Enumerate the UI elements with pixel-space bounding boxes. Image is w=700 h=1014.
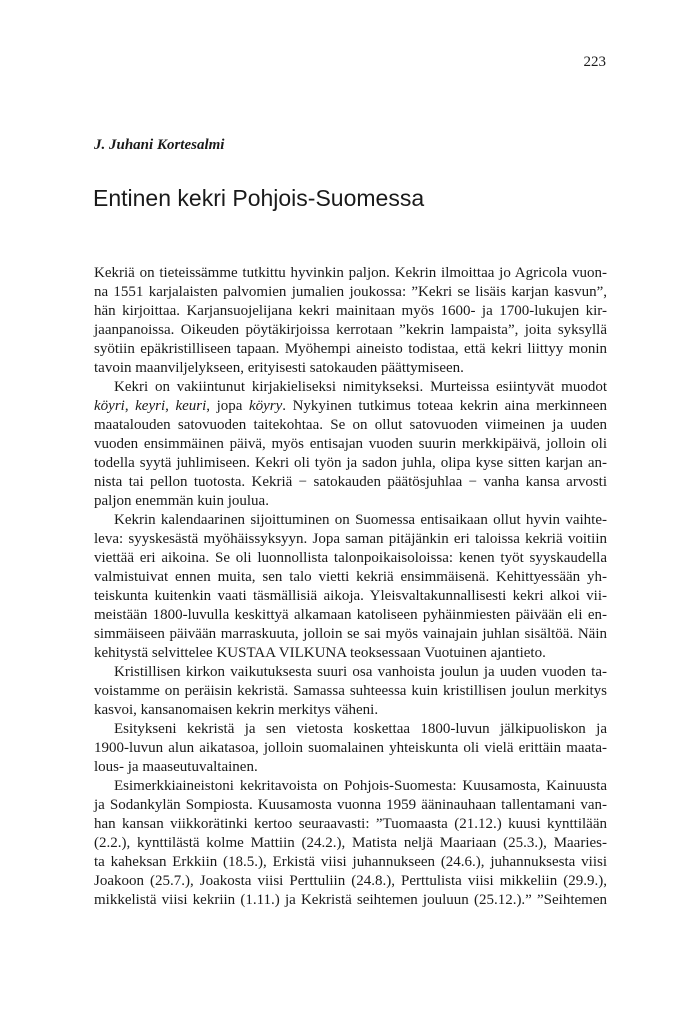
- text-line: teiskunta kuitenkin vaati täsmällisiä aikoja. Yleisvaltakunnallisesti kekri alkoi vii-: [94, 588, 607, 604]
- dialect-form: keuri: [175, 398, 207, 414]
- author-name: J. Juhani Kortesalmi: [94, 137, 225, 153]
- text-line: meistään 1800-luvulla keskittyä alkamaan katoliseen pyhäinmiesten päivään eli en-: [94, 607, 607, 623]
- text-line: viettää eri aikoina. Se oli luonnollista talonpoikaisoloissa: kenen työt syyskaudella: [94, 550, 607, 566]
- paragraph: [94, 720, 607, 777]
- text-line: kasvoi, kansanomaisen kekrin merkitys väheni.: [94, 702, 379, 718]
- text-line: mikkelistä viisi kekriin (1.11.) ja Kekristä seihtemen jouluun (25.12.).” ”Seihtemen: [94, 892, 607, 908]
- text-line: (2.2.), kynttilästä kolme Mattiin (24.2.), Matista neljä Maariaan (25.3.), Maaries-: [94, 835, 607, 851]
- text-line: ta kaheksan Erkkiin (18.5.), Erkistä viisi juhannukseen (24.6.), juhannuksesta viisi: [94, 854, 607, 870]
- paragraph: [94, 264, 607, 378]
- text-line-with-italics: köyri, keyri, keuri, jopa köyry. Nykyinen tutkimus toteaa kekrin aina merkinneen: [94, 398, 607, 414]
- dialect-form: keyri: [135, 398, 166, 414]
- text-line: nista tai pellon tuotosta. Kekriä − satokauden päätösjuhlaa − vanha kansa arvosti: [94, 474, 607, 490]
- text-line: Joakoon (25.7.), Joakosta viisi Perttuliin (24.8.), Perttulista viisi mikkeliin (29.9.),: [94, 873, 607, 889]
- text-line: Esimerkkiaineistoni kekritavoista on Pohjois-Suomesta: Kuusamosta, Kainuusta: [114, 778, 607, 794]
- paragraph: [94, 511, 607, 663]
- text-line: paljon enemmän kuin joulua.: [94, 493, 269, 509]
- text-line: lous- ja maaseutuvaltainen.: [94, 759, 258, 775]
- dialect-form: köyri: [94, 398, 125, 414]
- text-line: Kekri on vakiintunut kirjakieliseksi nimitykseksi. Murteissa esiintyvät muodot: [114, 379, 607, 395]
- text-line: Kekriä on tieteissämme tutkittu hyvinkin paljon. Kekrin ilmoittaa jo Agricola vuon-: [94, 265, 607, 281]
- text-line: hän kirjoittaa. Karjansuojelijana kekri mainitaan myös 1600- ja 1700-lukujen kir-: [94, 303, 607, 319]
- text-line: Esitykseni kekristä ja sen vietosta koskettaa 1800-luvun jälkipuoliskon ja: [114, 721, 607, 737]
- text-line: kehitystä selvittelee KUSTAA VILKUNA teoksessaan Vuotuinen ajantieto.: [94, 645, 546, 661]
- text-line: 1900-luvun alun aikatasoa, jolloin suomalainen yhteiskunta oli vielä erittäin maata-: [94, 740, 607, 756]
- text-line: ja Sodankylän Sompiosta. Kuusamosta vuonna 1959 ääninauhaan tallentamani van-: [94, 797, 607, 813]
- text-line: na 1551 karjalaisten palvomien jumalien joukossa: ”Kekri se lisäis karjan kasvun”,: [94, 284, 607, 300]
- text-line: Kristillisen kirkon vaikutuksesta suuri osa vanhoista joulun ja uuden vuoden ta-: [114, 664, 607, 680]
- text-line: Kekrin kalendaarinen sijoittuminen on Suomessa entisaikaan ollut hyvin vaihte-: [114, 512, 607, 528]
- paragraph: [94, 663, 607, 720]
- text-line: leva: syyskesästä myöhäissyksyyn. Jopa saman pitäjänkin eri taloissa kekriä voitiin: [94, 531, 607, 547]
- text-line: maatalouden satovuoden taitekohtaa. Se on ollut satovuoden viimeinen ja uuden: [94, 417, 607, 433]
- text-line: han kansan viikkorätinki kertoo seuraavasti: ”Tuomaasta (21.12.) kuusi kynttilään: [94, 816, 607, 832]
- article-body: [94, 264, 607, 910]
- text-line: todella syytä juhlimiseen. Kekri oli työn ja sadon juhla, olipa kyse sitten karjan an-: [94, 455, 607, 471]
- article-title: Entinen kekri Pohjois-Suomessa: [93, 185, 425, 211]
- text-line: simmäiseen päivään marraskuuta, jolloin se sai myös vainajain juhlan sisältöä. Näin: [94, 626, 607, 642]
- paragraph: [94, 378, 607, 511]
- page-number: 223: [583, 54, 606, 70]
- text-line: voistamme on peräisin kekristä. Samassa suhteessa kuin kristillisen joulun merkitys: [94, 683, 607, 699]
- text-line: valmistuivat ennen muita, sen talo vietti kekriä ensimmäisenä. Kehittyessään yh-: [94, 569, 607, 585]
- text-line: vuoden ensimmäinen päivä, myös entisajan vuoden suurin merkkipäivä, jolloin oli: [94, 436, 607, 452]
- dialect-form: köyry: [248, 398, 283, 414]
- text-line: jaanpanoissa. Oikeuden pöytäkirjoissa kerrotaan ”kekrin lampaista”, joita syksyllä: [94, 322, 607, 338]
- paragraph: [94, 777, 607, 910]
- text-line: tavoin maanviljelykseen, erityisesti satokauden päättymiseen.: [94, 360, 464, 376]
- text-line: syötiin epäkristilliseen tapaan. Myöhempi aineisto todistaa, että kekri liittyy monin: [94, 341, 607, 357]
